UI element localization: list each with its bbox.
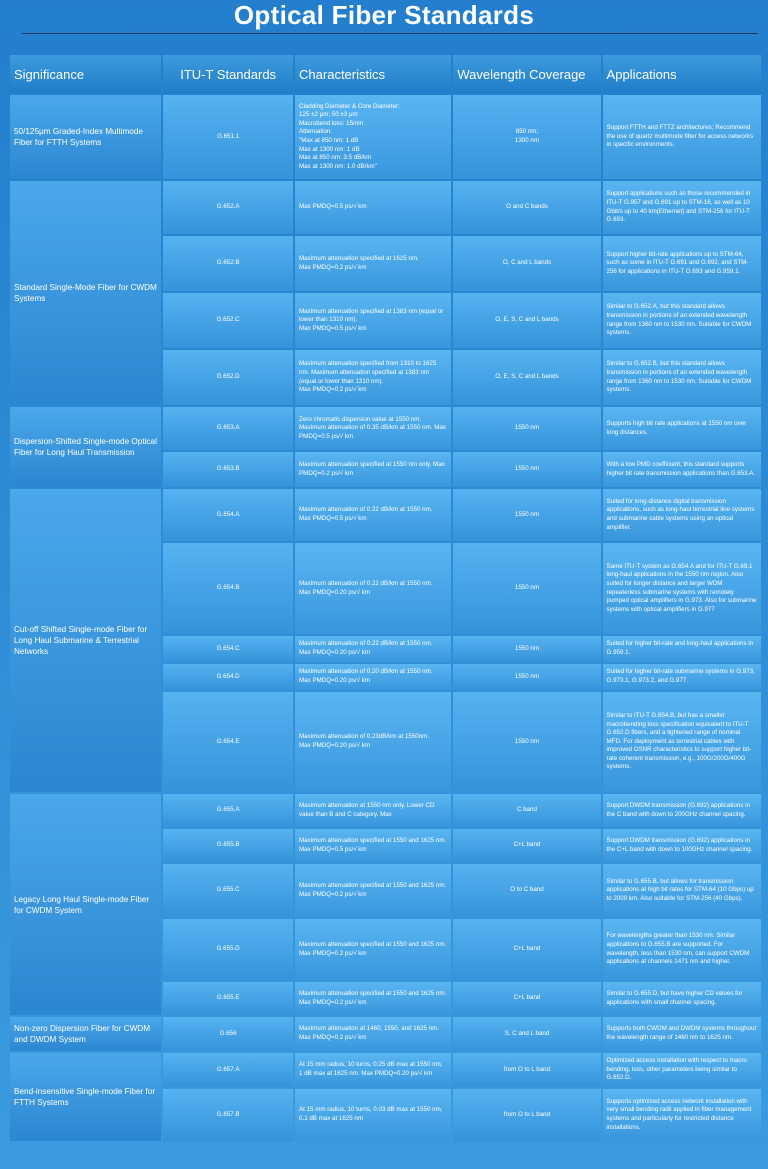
characteristics-cell: Maximum attenuation specified at 1550 and 1625 nm. Max PMDQ=0.2 ps/√ km [295,982,451,1015]
applications-cell: Supports high bit rate applications at 1550 nm over long distances. [603,407,761,450]
itu-standard-cell: G.657.B [163,1089,293,1141]
itu-standard-cell: G.651.1 [163,95,293,179]
title-divider [22,33,758,34]
itu-standard-cell: G.654.D [163,664,293,690]
itu-standard-cell: G.655.B [163,829,293,862]
header-characteristics: Characteristics [295,55,451,93]
characteristics-cell: Maximum attenuation specified at 1383 nm (equal or lower than 1310 nm). Max PMDQ=0.5 ps/√ km [295,293,451,348]
significance-cell: Cut-off Shifted Single-mode Fiber for Long Haul Submarine & Terrestrial Networks [10,489,161,792]
wavelength-cell: 1550 nm [453,489,600,541]
table-row [10,1053,761,1087]
applications-cell: Optimized access installation with respect to macro bending, loss, other parameters being similar to G.652.D. [603,1053,761,1087]
significance-cell: Dispersion-Shifted Single-mode Optical Fiber for Long Haul Transmission [10,407,161,487]
itu-standard-cell: G.652.A [163,181,293,234]
itu-standard-cell: G.653.B [163,452,293,487]
title-area [0,0,768,52]
itu-standard-cell: G.655.E [163,982,293,1015]
header-wavelength: Wavelength Coverage [453,55,600,93]
itu-standard-cell: G.653.A [163,407,293,450]
applications-cell: Similar to G.652.A, but this standard allows transmission in portions of an extended wavelength range from 1360 nm to 1530 nm. Suitable for CWDM systems. [603,293,761,348]
itu-standard-cell: G.657.A [163,1053,293,1087]
itu-standard-cell: G.654.A [163,489,293,541]
wavelength-cell: from O to L band [453,1089,600,1141]
itu-standard-cell: G.654.C [163,636,293,662]
characteristics-cell: At 15 mm radius, 10 turns, 0.25 dB max at 1550 nm, 1 dB max at 1625 nm. Max PMDQ=0.20 ps/√ km [295,1053,451,1087]
header-itu-standards: ITU-T Standards [163,55,293,93]
wavelength-cell: O to C band [453,864,600,917]
characteristics-cell: Maximum attenuation of 0.20 dB/km at 1550 nm. Max PMDQ=0.20 ps/√ km [295,664,451,690]
applications-cell: Similar to G.655.B, but allows for transmission applications at high bit rates for STM-64 (10 Gbps) up to 2000 km. Also suitable for STM-256 (40 Gbps). [603,864,761,917]
significance-cell: 50/125μm Graded-Index Multimode Fiber for FTTH Systems [10,95,161,179]
wavelength-cell: from O to L band [453,1053,600,1087]
itu-standard-cell: G.655.A [163,794,293,827]
significance-cell: Standard Single-Mode Fiber for CWDM Systems [10,181,161,405]
itu-standard-cell: G.654.B [163,543,293,634]
wavelength-cell: O and C bands [453,181,600,234]
wavelength-cell: O, E, S, C and L bands [453,350,600,405]
applications-cell: Support DWDM transmission (G.692) applications in the C band with down to 200GHz channel spacing. [603,794,761,827]
wavelength-cell: O, E, S, C and L bands [453,293,600,348]
wavelength-cell: C+L band [453,919,600,980]
wavelength-cell: C+L band [453,982,600,1015]
table-row [10,95,761,179]
wavelength-cell: 1550 nm [453,452,600,487]
applications-cell: Suited for long-distance digital transmission applications, such as long-haul terrestrial line systems and submarine cable systems using an optical amplifier. [603,489,761,541]
significance-cell: Non-zero Dispersion Fiber for CWDM and DWDM System [10,1017,161,1051]
characteristics-cell: Maximum attenuation specified at 1550 nm only. Max PMDQ=0.2 ps/√ km [295,452,451,487]
applications-cell: Similar to ITU-T G.654.B, but has a smaller macrobending loss specification equivalent to ITU-T G.652.D fibers, and a tightened range of nominal MFD. For deployment as terrestrial cables with improved OSNR characteristics to support higher bit-rate coherent transmission, e.g., 100G/200G/400G systems. [603,692,761,792]
applications-cell: Supports both CWDM and DWDM systems throughout the wavelength range of 1460 nm to 1625 nm. [603,1017,761,1051]
wavelength-cell: 1550 nm [453,692,600,792]
characteristics-cell: Maximum attenuation at 1550 nm only. Lower CD value than B and C category. Max [295,794,451,827]
applications-cell: Support higher bit-rate applications up to STM-64, such as some in ITU-T G.691 and G.692, and STM-256 for applications in ITU-T G.693 and G.959.1. [603,236,761,291]
significance-cell: Bend-insensitive Single-mode Fiber for FTTH Systems [10,1053,161,1141]
wavelength-cell: 1550 nm [453,636,600,662]
itu-standard-cell: G.656 [163,1017,293,1051]
itu-standard-cell: G.652.B [163,236,293,291]
header-significance: Significance [10,55,161,93]
table-row [10,794,761,827]
applications-cell: Similar to G.652.B, but this standard allows transmission in portions of an extended wavelength range from 1360 nm to 1530 nm. Suitable for CWDM systems. [603,350,761,405]
header-applications: Applications [603,55,761,93]
characteristics-cell: At 15 mm radius, 10 turns, 0.03 dB max at 1550 nm, 0.1 dB max at 1625 nm [295,1089,451,1141]
characteristics-cell: Zero chromatic dispersion value at 1550 nm. Maximum attenuation of 0.35 dB/km at 1550 nm. Max PMDQ=0.5 ps/√ km [295,407,451,450]
wavelength-cell: 850 nm; 1300 nm [453,95,600,179]
itu-standard-cell: G.655.C [163,864,293,917]
table-row [10,181,761,234]
applications-cell: For wavelengths greater than 1530 nm. Similar applications to G.655.B are supported. For wavelength, less than 1530 nm, can support CWDM applications at channels 1471 nm and higher. [603,919,761,980]
itu-standard-cell: G.655.D [163,919,293,980]
header-row [10,55,761,93]
characteristics-cell: Maximum attenuation of 0.22 dB/km at 1550 nm. Max PMDQ=0.20 ps/√ km [295,636,451,662]
wavelength-cell: S, C and L band [453,1017,600,1051]
itu-standard-cell: G.652.D [163,350,293,405]
applications-cell: Suited for higher bit-rate submarine systems in G.973, G.973.1, G.973.2, and G.977. [603,664,761,690]
applications-cell: With a low PMD coefficient, this standard supports higher bit rate transmission applications than G.653.A. [603,452,761,487]
characteristics-cell: Maximum attenuation specified at 1625 nm. Max PMDQ=0.2 ps/√ km [295,236,451,291]
wavelength-cell: 1550 nm [453,543,600,634]
wavelength-cell: O, C and L bands [453,236,600,291]
table-row [10,1017,761,1051]
table-row [10,407,761,450]
wavelength-cell: 1550 nm [453,664,600,690]
applications-cell: Similar to G.655.D, but have higher CD values for applications with small channel spacing. [603,982,761,1015]
applications-cell: Supports optimized access network installation with very small bending radii applied in fiber management systems and particularly for restricted distance installations. [603,1089,761,1141]
characteristics-cell: Maximum attenuation specified at 1550 and 1625 nm. Max PMDQ=0.2 ps/√ km [295,864,451,917]
characteristics-cell: Maximum attenuation of 0.22 dB/km at 1550 nm. Max PMDQ=0.20 ps/√ km [295,543,451,634]
itu-standard-cell: G.654.E [163,692,293,792]
characteristics-cell: Maximum attenuation specified at 1550 and 1625 nm. Max PMDQ=0.2 ps/√ km [295,919,451,980]
applications-cell: Suited for higher bit-rate and long-haul applications in G.959.1. [603,636,761,662]
wavelength-cell: C band [453,794,600,827]
applications-cell: Support applications such as those recommended in ITU-T G.957 and G.691 up to STM-16, as well as 10 Gbit/s up to 40 km(Ethernet) and STM-256 for ITU-T G.693. [603,181,761,234]
applications-cell: Same ITU-T system as G.654.A and for ITU-T G.69.1 long-haul applications in the 1550 nm region. Also suited for longer distance and larger WDM repeaterless submarine systems with remotely pumped optical amplifiers in G.973. Also for submarine systems with optical amplifiers in G.977 [603,543,761,634]
characteristics-cell: Max PMDQ=0.5 ps/√ km [295,181,451,234]
characteristics-cell: Maximum attenuation of 0.23dB/km at 1550nm. Max PMDQ=0.20 ps/√ km [295,692,451,792]
significance-cell: Legacy Long Haul Single-mode Fiber for CWDM System [10,794,161,1015]
page-title: Optical Fiber Standards [233,0,535,30]
applications-cell: Support FTTH and FTTZ architectures; Recommend the use of quartz multimode fiber for access networks in specific environments. [603,95,761,179]
applications-cell: Support DWDM transmission (G.692) applications in the C+L band with down to 100GHz channel spacing. [603,829,761,862]
characteristics-cell: Maximum attenuation specified from 1310 to 1625 nm. Maximum attenuation specified at 1383 nm (equal or lower than 1310 nm). Max PMDQ=0.2 ps/√ km [295,350,451,405]
characteristics-cell: Cladding Diameter & Core Diameter: 125 ±2 μm; 50 ±3 μm Macrobend loss: 15mm Attenuation: "Max at 850 nm: 1 dB Max at 1300 nm: 1 dB Max at 850 nm: 3.5 dB/km Max at 1300 nm: 1.0 dB/km" [295,95,451,179]
wavelength-cell: 1550 nm [453,407,600,450]
characteristics-cell: Maximum attenuation of 0.22 dB/km at 1550 nm. Max PMDQ=0.5 ps/√ km [295,489,451,541]
itu-standard-cell: G.652.C [163,293,293,348]
standards-table [8,53,763,1143]
table-row [10,489,761,541]
wavelength-cell: C+L band [453,829,600,862]
characteristics-cell: Maximum attenuation at 1460, 1550, and 1625 nm. Max PMDQ=0.2 ps/√ km [295,1017,451,1051]
characteristics-cell: Maximum attenuation specified at 1550 and 1625 nm. Max PMDQ=0.5 ps/√ km [295,829,451,862]
